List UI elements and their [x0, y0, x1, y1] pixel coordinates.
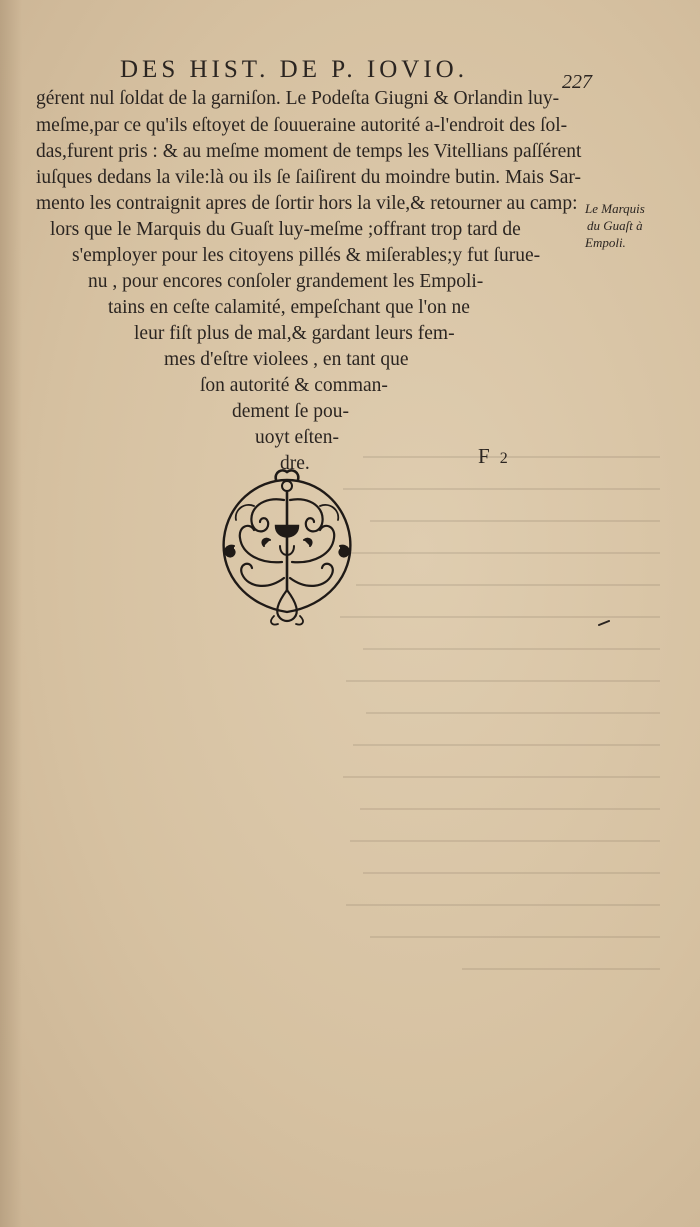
show-through-texture: [330, 430, 660, 1090]
margin-note-line: Empoli.: [585, 235, 626, 250]
text-line: meſme,par ce qu'ils eſtoyet de ſouueraine autorité a-l'endroit des ſol-: [36, 115, 568, 136]
fleuron-ornament: [214, 466, 360, 628]
text-line: s'employer pour les citoyens pillés & miſerables;y fut ſurue-: [72, 245, 541, 266]
page-number: 227: [562, 71, 592, 93]
signature-mark: [478, 444, 508, 469]
text-line: nu , pour encores conſoler grandement les Empoli-: [88, 271, 484, 292]
text-line: ſon autorité & comman-: [200, 375, 388, 396]
signature-number: 2: [499, 450, 508, 467]
text-line: uoyt eſten-: [255, 427, 339, 448]
text-line: lors que le Marquis du Guaſt luy-meſme ;offrant trop tard de: [50, 219, 521, 240]
text-line: mes d'eſtre violees , en tant que: [164, 349, 409, 370]
running-head: DES HIST. DE P. IOVIO.: [120, 56, 468, 83]
text-line: leur fiſt plus de mal,& gardant leurs fem-: [134, 323, 455, 344]
signature-letter: F: [478, 444, 490, 468]
text-line: iuſques dedans la vile:là ou ils ſe ſaiſirent du moindre butin. Mais Sar-: [36, 167, 581, 188]
margin-note-line: du Guaſt à: [587, 218, 643, 233]
text-line: das,furent pris : & au meſme moment de temps les Vitellians paſſérent: [36, 141, 582, 162]
text-line: tains en ceſte calamité, empeſchant que l'on ne: [108, 297, 470, 318]
text-line: dement ſe pou-: [232, 401, 349, 422]
page-gutter-shadow: [0, 0, 22, 1227]
text-line: gérent nul ſoldat de la garniſon. Le Podeſta Giugni & Orlandin luy-: [36, 88, 560, 109]
ink-speck-decoration: [598, 620, 610, 626]
margin-note-line: Le Marquis: [585, 201, 645, 216]
text-line: mento les contraignit apres de ſortir hors la vile,& retourner au camp:: [36, 193, 578, 214]
text-line: dre.: [280, 453, 310, 474]
margin-note: [585, 200, 645, 251]
